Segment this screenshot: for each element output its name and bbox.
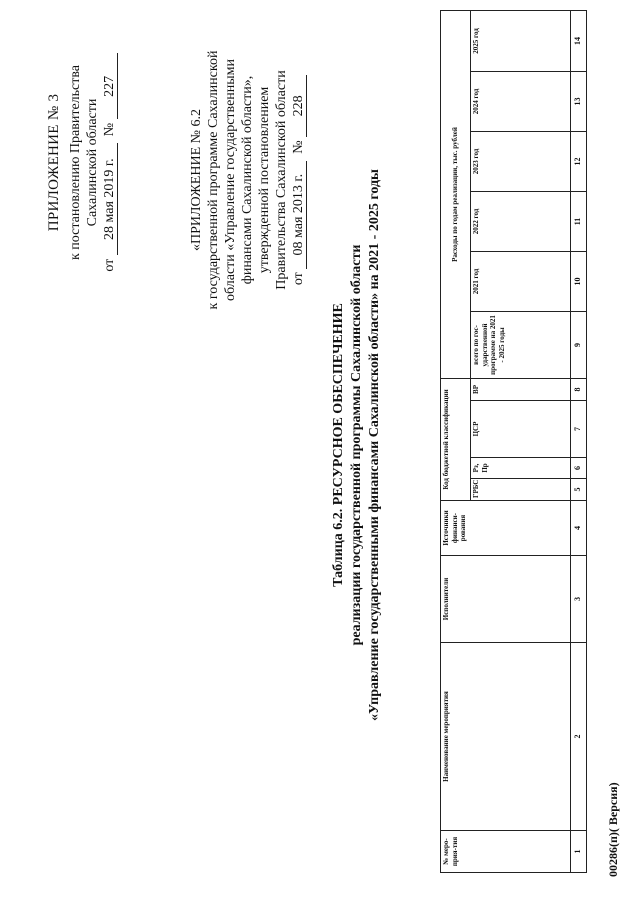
col-header-number: № меро-прия-тия [441,831,571,873]
footer-version: 00286(п)( Версия) [606,782,620,877]
appendix-6-2-number: 228 [291,75,307,137]
col-number: 1 [571,831,587,873]
appendix-6-2-date: 08 мая 2013 г. [291,161,307,269]
appendix-3-line2: Сахалинской области [85,98,100,227]
appendix-6-2-line4: утвержденной постановлением [257,86,272,274]
col-number: 10 [571,251,587,311]
appendix-3-block [46,40,118,285]
col-header-name: Наименование мероприятия [441,643,571,831]
col-number: 12 [571,131,587,191]
col-header-total: всего по гос-ударственной программе на 2021 - 2025 годы [471,311,571,378]
appendix-3-from-label: от [102,258,117,272]
heading-line3: «Управление государственными финансами Сахалинской области» на 2021 - 2025 годы [367,169,382,721]
col-header-expenses: Расходы по годам реализации, тыс. рублей [441,10,471,378]
col-header-year-2025: 2025 год [471,10,571,71]
col-number: 11 [571,191,587,251]
appendix-3-number: 227 [102,53,118,119]
appendix-6-2-title: «ПРИЛОЖЕНИЕ № 6.2 [189,109,204,251]
appendix-6-2-line5: Правительства Сахалинской области [274,70,289,290]
appendix-3-line1: к постановлению Правительства [68,64,83,261]
col-number: 9 [571,311,587,378]
col-header-grbs: ГРБС [471,479,571,501]
col-number: 4 [571,501,587,556]
col-header-year-2023: 2023 год [471,131,571,191]
appendix-3-no-label: № [102,122,117,137]
col-number: 13 [571,71,587,131]
appendix-3-date: 28 мая 2019 г. [102,143,118,255]
col-header-executors: Исполнители [441,556,571,643]
col-number: 3 [571,556,587,643]
col-header-sources: Источники финанси-рования [441,501,571,556]
col-header-budget-code: Код бюджетной классификации [441,378,471,500]
col-number: 7 [571,401,587,458]
heading-line2: реализации государственной программы Сахалинской области [349,244,364,646]
col-header-year-2021: 2021 год [471,251,571,311]
appendix-3-date-line [101,40,118,285]
col-header-year-2022: 2022 год [471,191,571,251]
appendix-6-2-line1: к государственной программе Сахалинской [206,50,221,310]
appendix-6-2-block [188,30,307,330]
heading-line1: Таблица 6.2. РЕСУРСНОЕ ОБЕСПЕЧЕНИЕ [331,303,346,587]
col-number: 8 [571,378,587,400]
appendix-6-2-date-line [290,30,307,330]
table-heading [330,145,384,745]
col-header-rzpr: Рз, Пр [471,458,571,479]
col-header-year-2024: 2024 год [471,71,571,131]
appendix-6-2-line3: финансами Сахалинской области», [240,75,255,285]
col-number: 5 [571,479,587,501]
appendix-6-2-line2: области «Управление государственными [223,58,238,302]
col-header-csr: ЦСР [471,401,571,458]
appendix-3-title: ПРИЛОЖЕНИЕ № 3 [46,93,62,232]
column-number-row [571,10,587,872]
col-header-vr: ВР [471,378,571,400]
col-number: 14 [571,10,587,71]
appendix-6-2-no-label: № [291,140,306,154]
col-number: 6 [571,458,587,479]
col-number: 2 [571,643,587,831]
resource-table [440,10,587,873]
appendix-6-2-from-label: от [291,272,306,286]
